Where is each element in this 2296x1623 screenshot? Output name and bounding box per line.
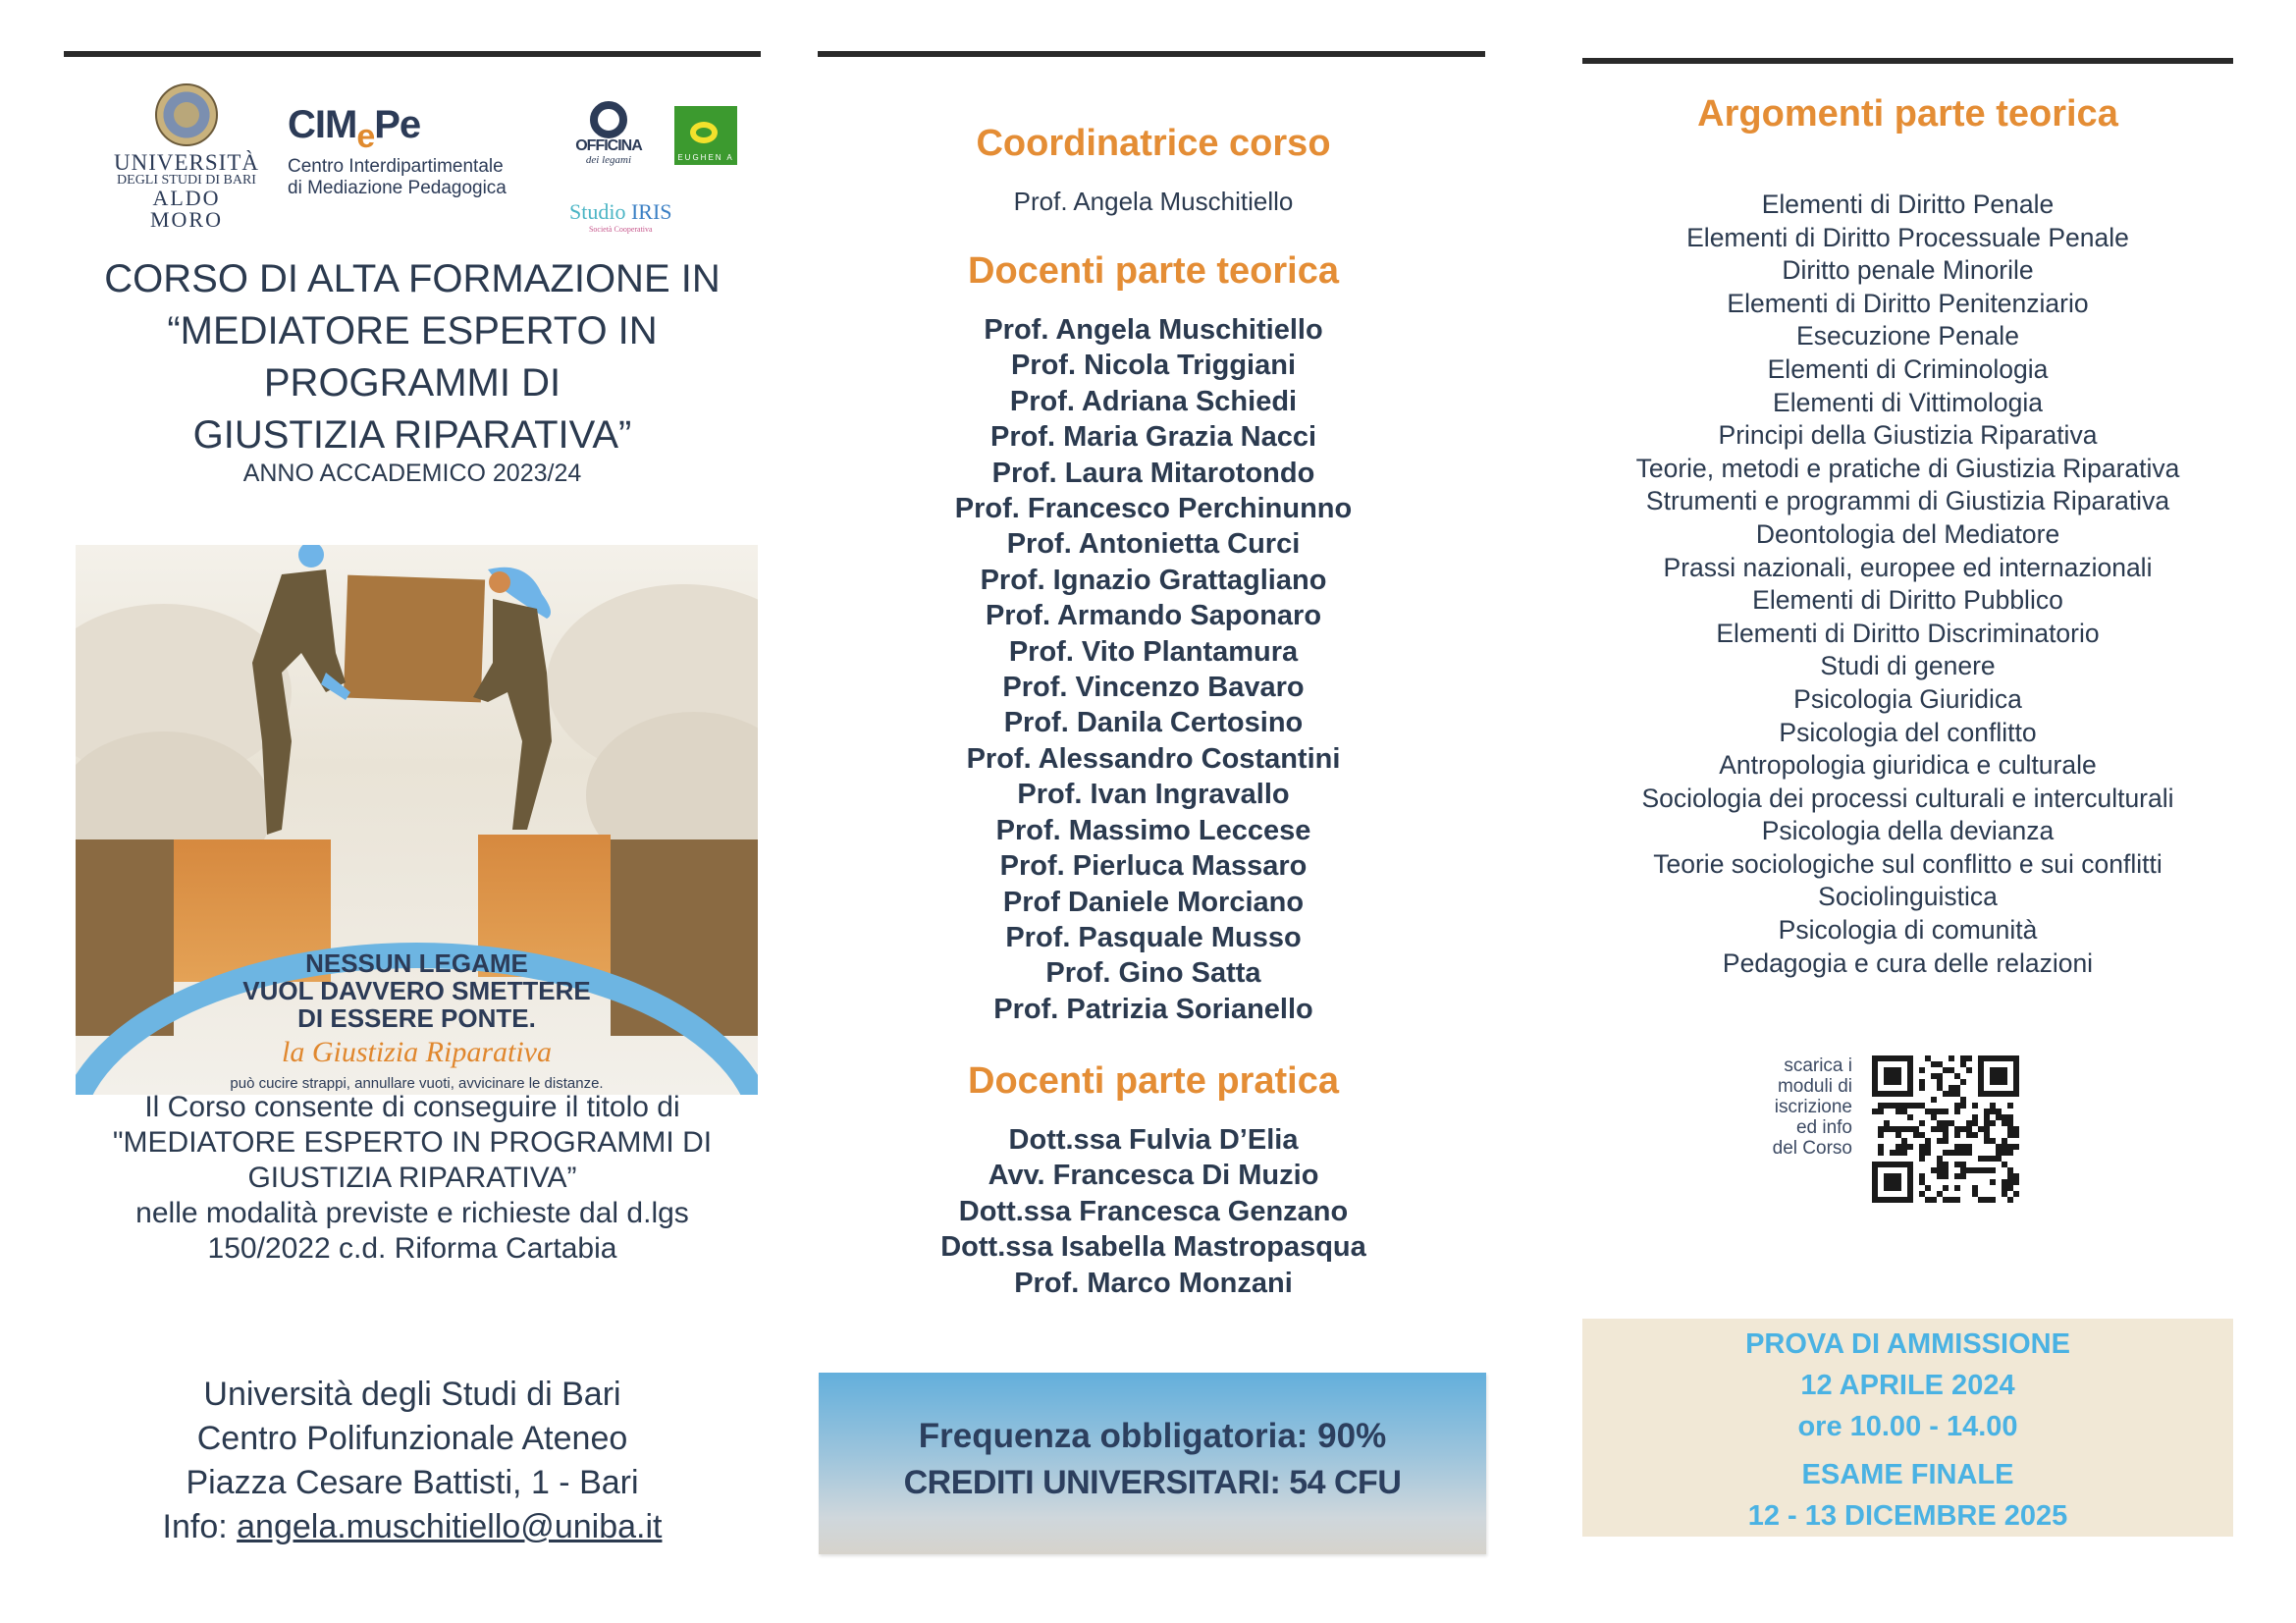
logo-bar	[64, 83, 761, 234]
practice-teacher-item: Dott.ssa Fulvia D’Elia	[1008, 1124, 1299, 1156]
topic-item: Elementi di Criminologia	[1767, 353, 2049, 384]
eughen-label: EUGHEN A	[677, 153, 734, 162]
topic-item: Esecuzione Penale	[1796, 321, 2019, 352]
university-name-line1: UNIVERSITÀ	[114, 150, 259, 175]
topic-item: Diritto penale Minorile	[1782, 255, 2034, 286]
admission-time: ore 10.00 - 14.00	[1797, 1411, 2018, 1442]
eughen-logo	[674, 106, 737, 165]
coordinator-name: Prof. Angela Muschitiello	[1013, 187, 1294, 216]
theory-teacher-item: Prof. Danila Certosino	[1003, 707, 1304, 739]
cimepe-subtitle-line1: Centro Interdipartimentale	[288, 156, 504, 177]
studio-iris-tagline: Società Cooperativa	[588, 225, 653, 234]
practice-teacher-item: Prof. Marco Monzani	[1014, 1267, 1293, 1299]
topic-item: Psicologia di comunità	[1778, 915, 2038, 946]
practice-teachers-heading: Docenti parte pratica	[968, 1060, 1339, 1102]
cimepe-subtitle-line2: di Mediazione Pedagogica	[288, 178, 507, 198]
studio-iris-logo	[569, 199, 672, 234]
qr-caption-line: del Corso	[1772, 1138, 1852, 1159]
qr-caption-line: iscrizione	[1774, 1097, 1852, 1117]
theory-teacher-item: Prof. Pierluca Massaro	[999, 850, 1308, 883]
topic-item: Elementi di Diritto Penitenziario	[1727, 288, 2089, 318]
info-line	[64, 1505, 761, 1549]
topic-item: Strumenti e programmi di Giustizia Riparativa	[1645, 486, 2170, 516]
topic-item: Sociolinguistica	[1818, 882, 1998, 912]
theory-teacher-item: Prof. Antonietta Curci	[1006, 528, 1301, 561]
topics-list	[1582, 189, 2233, 980]
topic-item: Elementi di Vittimologia	[1773, 387, 2043, 417]
theory-teacher-item: Prof. Gino Satta	[1045, 957, 1261, 990]
officina-tagline: dei legami	[585, 154, 632, 166]
hand-icon	[690, 122, 718, 143]
middle-panel	[820, 0, 1487, 1623]
topic-item: Pedagogia e cura delle relazioni	[1722, 947, 2094, 978]
theory-teachers-list	[820, 312, 1487, 1027]
cimepe-subtitle	[288, 156, 543, 199]
topic-item: Principi della Giustizia Riparativa	[1718, 420, 2098, 451]
practice-teacher-item: Avv. Francesca Di Muzio	[988, 1160, 1319, 1192]
final-exam-heading: ESAME FINALE	[1801, 1459, 2014, 1490]
officina-logo	[564, 101, 653, 166]
dates-box	[1582, 1319, 2233, 1537]
university-name-line2: DEGLI STUDI DI BARI	[117, 173, 256, 188]
course-title	[64, 253, 761, 461]
topic-item: Teorie, metodi e pratiche di Giustizia Riparativa	[1635, 453, 2180, 483]
topic-item: Deontologia del Mediatore	[1755, 518, 2060, 549]
qualification-line: 150/2022 c.d. Riforma Cartabia	[207, 1232, 617, 1265]
practice-teacher-item: Dott.ssa Francesca Genzano	[958, 1195, 1349, 1227]
qr-caption-line: moduli di	[1777, 1076, 1852, 1097]
theory-teacher-item: Prof Daniele Morciano	[1002, 886, 1305, 918]
topic-item: Antropologia giuridica e culturale	[1719, 750, 2097, 781]
credits-box	[819, 1373, 1486, 1554]
topic-item: Psicologia del conflitto	[1779, 717, 2037, 747]
poster-script-text: la Giustizia Riparativa	[281, 1036, 552, 1068]
address-line: Centro Polifunzionale Ateneo	[196, 1420, 628, 1457]
address-line: Piazza Cesare Battisti, 1 - Bari	[186, 1464, 639, 1501]
admission-heading: PROVA DI AMMISSIONE	[1745, 1328, 2070, 1360]
theory-teacher-item: Prof. Pasquale Musso	[1005, 921, 1302, 953]
address-line: Università degli Studi di Bari	[203, 1376, 621, 1413]
left-figure	[223, 545, 370, 844]
theory-teacher-item: Prof. Laura Mitarotondo	[991, 457, 1315, 489]
theory-teacher-item: Prof. Ivan Ingravallo	[1017, 779, 1290, 811]
course-title-line: CORSO DI ALTA FORMAZIONE IN	[104, 257, 721, 300]
topic-item: Elementi di Diritto Processuale Penale	[1686, 222, 2129, 252]
topic-item: Elementi di Diritto Penale	[1761, 189, 2055, 219]
qualification-line: nelle modalità previste e richieste dal d.lgs	[135, 1197, 689, 1229]
university-credits: CREDITI UNIVERSITARI: 54 CFU	[903, 1464, 1402, 1501]
studio-iris-name-a: Studio	[569, 199, 631, 224]
course-qualification-text	[64, 1090, 761, 1267]
right-panel	[1582, 0, 2233, 1623]
theory-teacher-item: Prof. Alessandro Costantini	[966, 742, 1341, 775]
left-panel	[64, 0, 761, 1623]
topic-item: Psicologia della devianza	[1761, 816, 2055, 846]
course-title-line: PROGRAMMI DI	[263, 361, 561, 405]
qr-caption-line: ed info	[1795, 1117, 1852, 1138]
topic-item: Elementi di Diritto Pubblico	[1752, 585, 2063, 616]
poster-headline-line: NESSUN LEGAME	[305, 948, 528, 978]
poster-caption: può cucire strappi, annullare vuoti, avvicinare le distanze.	[230, 1075, 604, 1092]
partner-logos	[564, 101, 761, 234]
qualification-line: Il Corso consente di conseguire il titolo di	[144, 1091, 680, 1123]
final-exam-date: 12 - 13 DICEMBRE 2025	[1747, 1500, 2068, 1532]
theory-teacher-item: Prof. Armando Saponaro	[985, 600, 1322, 632]
admission-date: 12 APRILE 2024	[1800, 1370, 2015, 1401]
info-email-link[interactable]: angela.muschitiello@uniba.it	[237, 1508, 663, 1545]
theory-teacher-item: Prof. Vito Plantamura	[1008, 635, 1299, 668]
theory-teachers-heading: Docenti parte teorica	[968, 250, 1339, 292]
topic-item: Psicologia Giuridica	[1793, 683, 2022, 714]
officina-name: OFFICINA	[575, 137, 642, 154]
topic-item: Sociologia dei processi culturali e interculturali	[1641, 783, 2174, 813]
university-seal-icon	[155, 83, 218, 146]
theory-teacher-item: Prof. Angela Muschitiello	[984, 314, 1323, 346]
qr-code-icon[interactable]	[1872, 1055, 2019, 1203]
practice-teacher-item: Dott.ssa Isabella Mastropasqua	[940, 1231, 1366, 1264]
poster-headline-line: DI ESSERE PONTE.	[297, 1003, 536, 1033]
cimepe-brand-suffix: Pe	[374, 103, 421, 146]
theory-teacher-item: Prof. Adriana Schiedi	[1009, 385, 1298, 417]
cimepe-brand	[288, 103, 543, 155]
qr-section	[1754, 1041, 2049, 1257]
topic-item: Teorie sociologiche sul conflitto e sui conflitti	[1653, 848, 2163, 879]
right-figure	[449, 565, 596, 844]
studio-iris-name-b: IRIS	[630, 199, 672, 224]
cimepe-brand-prefix: CIM	[288, 103, 357, 146]
qr-caption	[1754, 1055, 1852, 1159]
info-label: Info:	[162, 1508, 238, 1545]
topic-item: Elementi di Diritto Discriminatorio	[1716, 618, 2100, 648]
topic-item: Studi di genere	[1820, 651, 1996, 681]
attendance-requirement: Frequenza obbligatoria: 90%	[918, 1417, 1387, 1455]
poster-headline	[76, 949, 758, 1032]
topic-item: Prassi nazionali, europee ed internazionali	[1663, 552, 2153, 582]
practice-teachers-list	[820, 1122, 1487, 1301]
cimepe-brand-e: e	[356, 118, 375, 155]
cimepe-logo	[288, 103, 543, 199]
theory-teacher-item: Prof. Francesco Perchinunno	[954, 493, 1353, 525]
academic-year: ANNO ACCADEMICO 2023/24	[242, 460, 582, 487]
poster-illustration	[76, 545, 758, 1095]
theory-teacher-item: Prof. Vincenzo Bavaro	[1002, 672, 1305, 704]
theory-teacher-item: Prof. Maria Grazia Nacci	[989, 421, 1317, 454]
gear-icon	[590, 101, 627, 138]
theory-teacher-item: Prof. Patrizia Sorianello	[993, 993, 1313, 1025]
theory-teacher-item: Prof. Ignazio Grattagliano	[980, 564, 1327, 596]
topics-heading: Argomenti parte teorica	[1697, 93, 2118, 135]
theory-teacher-item: Prof. Massimo Leccese	[995, 814, 1311, 846]
course-title-line: “MEDIATORE ESPERTO IN	[167, 309, 658, 352]
poster-headline-line: VUOL DAVVERO SMETTERE	[242, 976, 591, 1005]
qualification-line: GIUSTIZIA RIPARATIVA”	[247, 1162, 577, 1194]
venue-address	[64, 1373, 761, 1549]
university-name-line3: ALDO MORO	[149, 186, 223, 232]
qr-caption-line: scarica i	[1784, 1055, 1852, 1076]
qualification-line: "MEDIATORE ESPERTO IN PROGRAMMI DI	[112, 1126, 713, 1159]
coordinator-heading: Coordinatrice corso	[976, 123, 1331, 164]
university-logo	[113, 83, 260, 231]
theory-teacher-item: Prof. Nicola Triggiani	[1010, 350, 1297, 382]
course-title-line: GIUSTIZIA RIPARATIVA”	[192, 413, 632, 457]
